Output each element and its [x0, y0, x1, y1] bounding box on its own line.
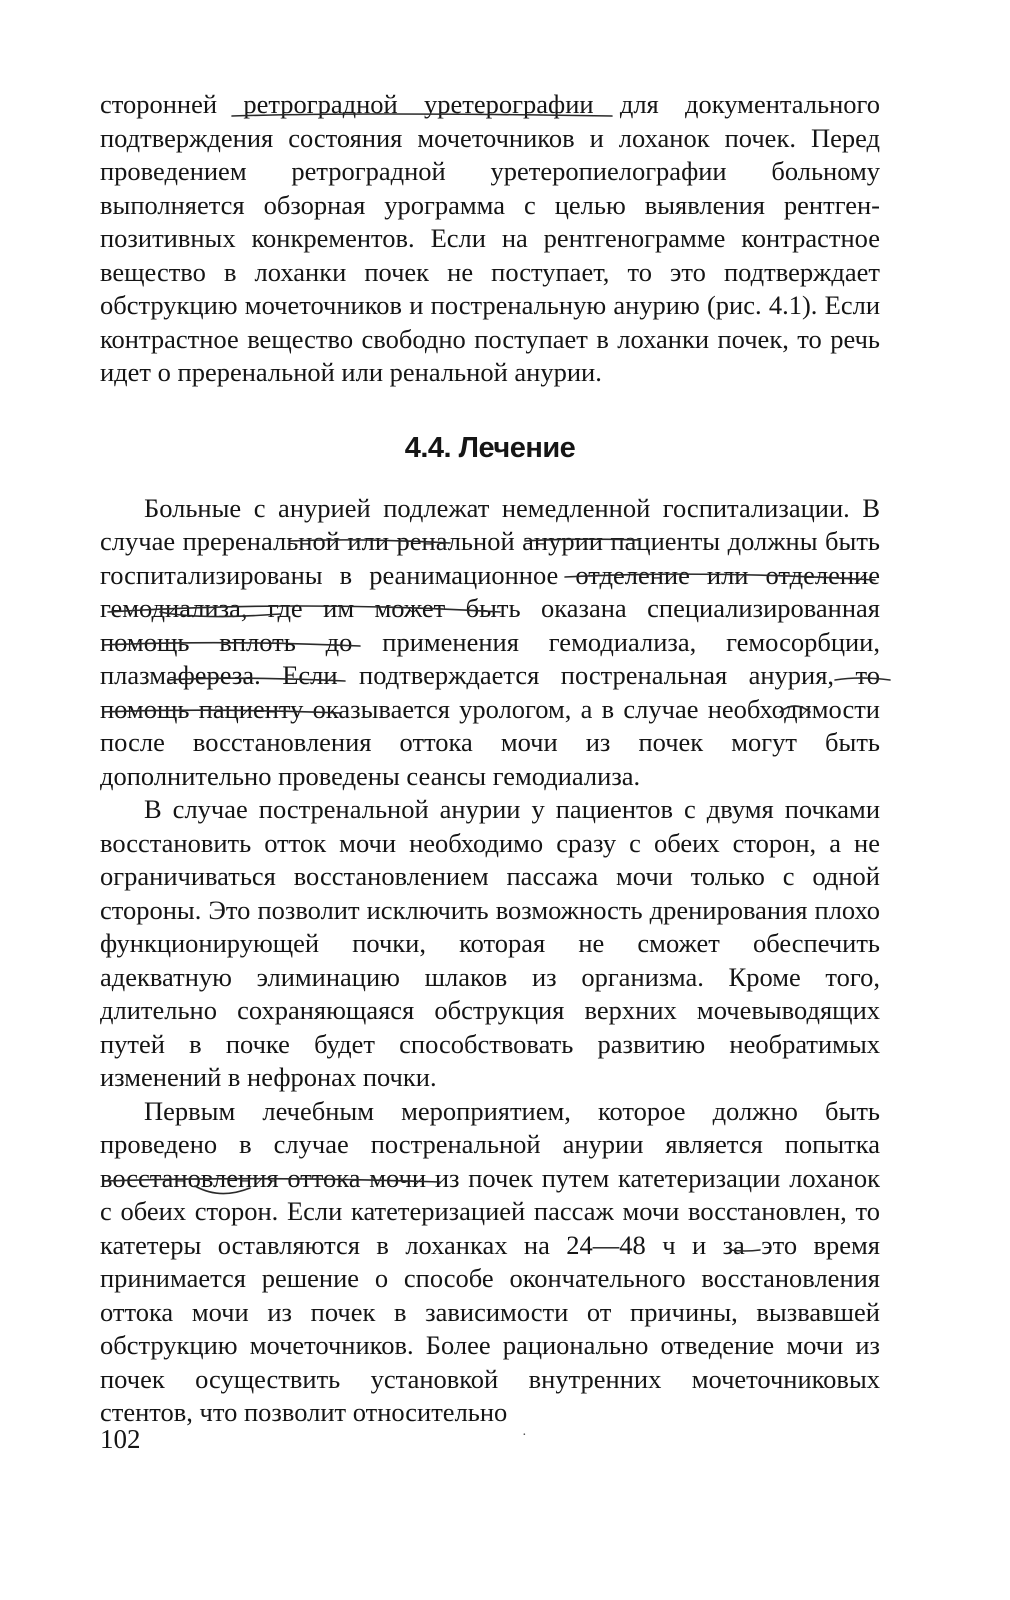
scan-speck: · — [522, 1428, 527, 1443]
paragraph-catheterization: Первым лечебным мероприятием, которое должно быть проведено в случае постренальной анурии является попытка восстановления оттока мочи из почек путем катетеризации лоханок с обеих сторон. Если катетеризацией пассаж мочи восстановлен, то катетеры оставляются в лоханках на 24—48 ч и за это время принимается решение о способе окончательного восстановления оттока мочи из почек в зависимости от причины, вызвавшей обструкцию мочеточников. Более рационально отведение мочи из почек осуществить установкой внутренних мочеточниковых стентов, что позволит относительно — [100, 1095, 880, 1427]
paragraph-bilateral-drainage: В случае постренальной анурии у пациентов с двумя почками восстановить отток мочи необходимо сразу с обеих сторон, а не ограничиваться восстановлением пассажа мочи только с одной стороны. Это позволит исключить возможность дренирования плохо функционирующей почки, которая не сможет обеспечить адекватную элиминацию шлаков из организма. Кроме того, длительно сохраняющаяся обструкция верхних мочевыводящих путей в почке будет способствовать развитию необратимых изменений в нефронах почки. — [100, 794, 880, 1092]
page-number: 102 — [100, 1424, 141, 1454]
paragraph-hospitalization: Больные с анурией подлежат немедленной госпитализации. В случае преренальной или ренальной анурии пациенты должны быть госпитализированы в реанимационное отделение или отделение гемодиализа, где им может быть оказана специализированная помощь вплоть до применения гемодиализа, гемосорбции, плазмафереза. Если подтверждается постренальная анурия, то помощь пациенту оказывается урологом, а в случае необходимости после восстановления оттока мочи из почек могут быть дополнительно проведены сеансы гемодиализа. — [100, 492, 880, 791]
section-heading: 4.4. Лечение — [404, 431, 576, 464]
page-body — [100, 88, 880, 1430]
continued-paragraph: сторонней ретроградной уретерографии для документального подтверждения состояния мочеточников и лоханок почек. Перед проведением ретроградной уретеропиелографии больному выполняется обзорная урограмма с целью выявления рентгенпозитивных конкрементов. Если на рентгенограмме контрастное вещество в лоханки почек не поступает, то это подтверждает обструкцию мочеточников и постренальную анурию (рис. 4.1). Если контрастное вещество свободно поступает в лоханки почек, то речь идет о преренальной или ренальной анурии. — [100, 89, 880, 387]
